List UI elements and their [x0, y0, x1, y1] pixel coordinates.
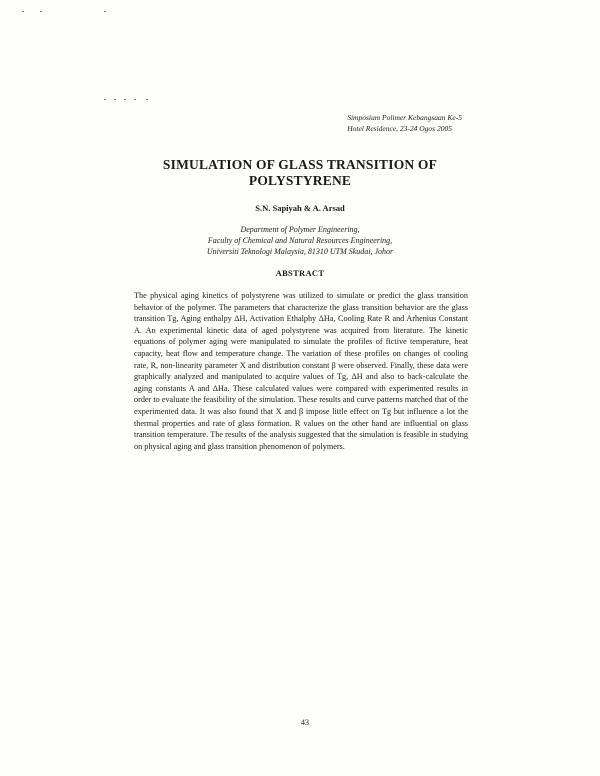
scan-mark	[40, 11, 42, 12]
conference-header	[347, 112, 462, 134]
paper-title	[140, 157, 460, 189]
scan-mark	[146, 99, 148, 100]
authors: S.N. Sapiyah & A. Arsad	[255, 203, 345, 213]
scan-mark	[114, 99, 116, 100]
scan-mark	[134, 99, 136, 100]
page-number: 43	[301, 718, 309, 727]
title-line-2: POLYSTYRENE	[248, 173, 352, 188]
affiliation-line: Faculty of Chemical and Natural Resources Engineering,	[207, 236, 393, 245]
abstract-body: The physical aging kinetics of polystyrene was utilized to simulate or predict the glass transition behavior of the polymer. The parameters that characterize the glass transition behavior are the glass transition Tg, Aging enthalpy ΔH, Activation Ethalphy ΔHa, Cooling Rate R and Arhenius Constant A. An experimental kinetic data of aged polystyrene was acquired from literature. The kinetic equations of polymer aging were manipulated to simulate the profiles of fictive temperature, heat capacity, heat flow and temperature change. The variation of these profiles on changes of cooling rate, R, non-linearity parameter X and distribution constant β were observed. Finally, these data were graphically analyzed and manipulated to acquire values of Tg, ΔH and also to back-calculate the aging constants A and ΔHa. These calculated values were compared with experimented results in order to evaluate the feasibility of the simulation. These results and curve patterns matched that of the experimented data. It was also found that X and β impose little effect on Tg but influence a lot the thermal properties and rate of glass formation. R values on the other hand are influential on glass transition temperature. The results of the analysis suggested that the simulation is feasible in studying on physical aging and glass transition phenomenon of polymers.	[134, 291, 468, 451]
scan-mark	[124, 99, 126, 100]
conference-name: Simposium Polimer Kebangsaan Ke-5	[347, 113, 462, 122]
affiliation	[120, 224, 480, 257]
scan-mark	[104, 11, 106, 12]
scan-mark	[104, 99, 106, 100]
title-line-1: SIMULATION OF GLASS TRANSITION OF	[162, 157, 438, 172]
affiliation-line: Department of Polymer Engineering,	[240, 225, 360, 234]
affiliation-line: Universiti Teknologi Malaysia, 81310 UTM Skudai, Johor	[206, 247, 394, 256]
conference-venue-date: Hotel Residence, 23-24 Ogos 2005	[347, 124, 452, 133]
abstract-heading: ABSTRACT	[275, 268, 325, 278]
scan-mark	[22, 11, 24, 12]
